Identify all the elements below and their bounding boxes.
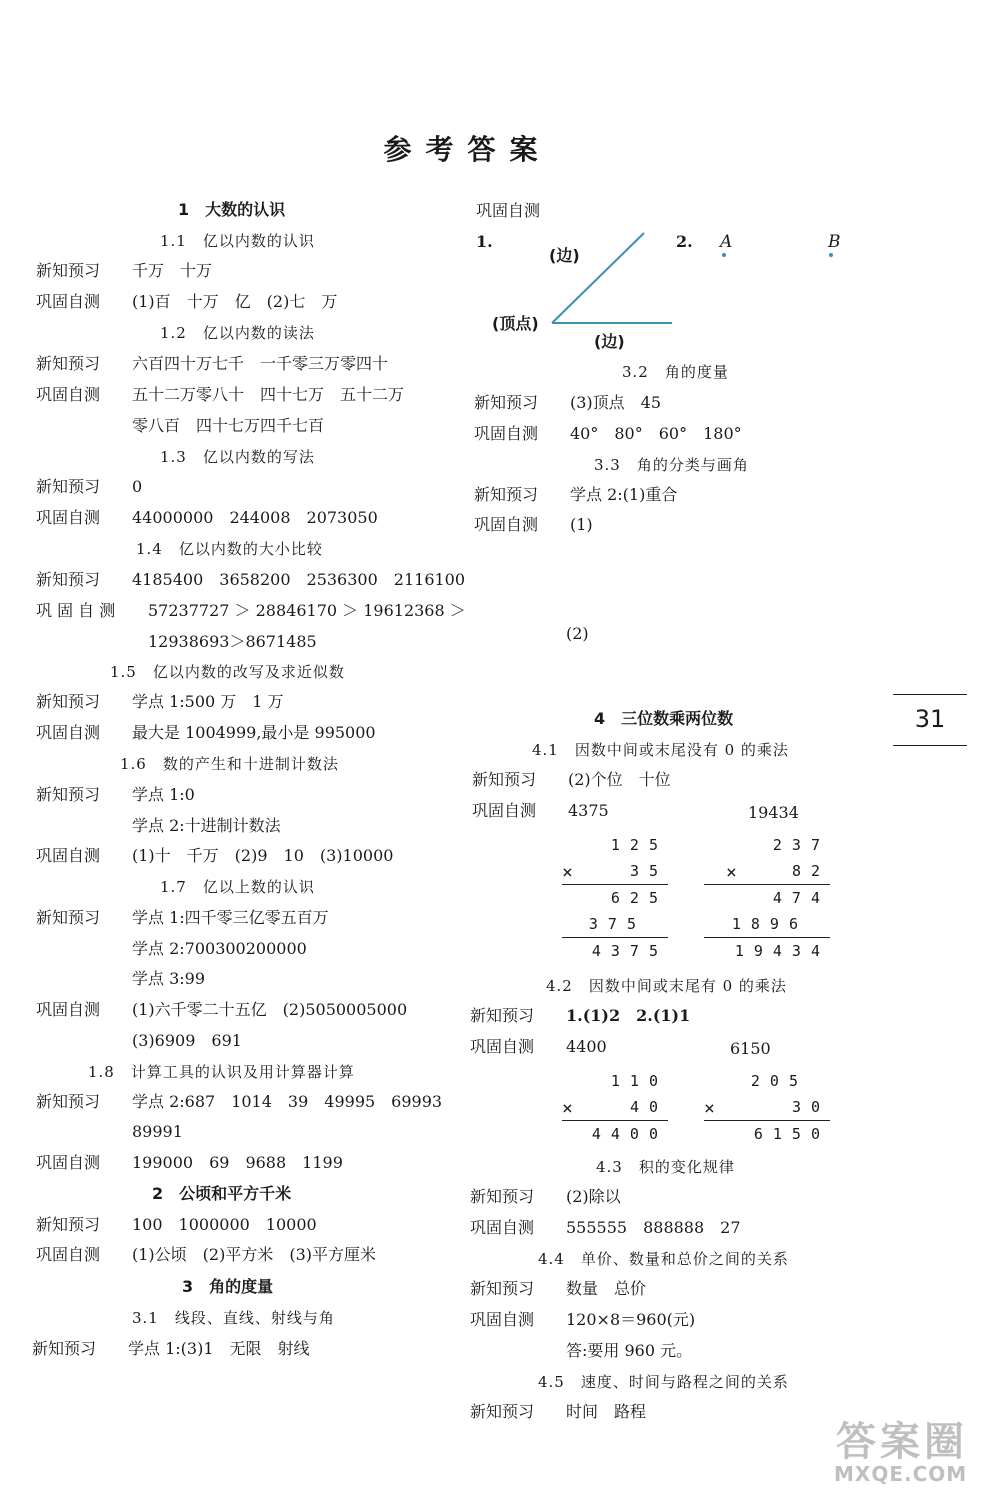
answer-line: 巩固自测 40° 80° 60° 180°	[474, 424, 742, 443]
answer-line: 巩固自测 (1)公顷 (2)平方米 (3)平方厘米	[36, 1245, 376, 1264]
answer-line: 巩固自测 (1)十 千万 (2)9 10 (3)10000	[36, 846, 394, 865]
answer-line: 新知预习 4185400 3658200 2536300 2116100	[36, 570, 466, 589]
subsection-3-3: 3.3 角的分类与画角	[594, 456, 749, 474]
answer-line: 新知预习 时间 路程	[470, 1402, 647, 1421]
vertex-label: (顶点)	[492, 314, 539, 333]
subsection-4-4: 4.4 单价、数量和总价之间的关系	[538, 1250, 789, 1268]
point-b-label: B	[828, 232, 841, 252]
subsection-1-4: 1.4 亿以内数的大小比较	[136, 540, 323, 558]
answer-line-cont: 学点 2:700300200000	[132, 939, 307, 958]
subsection-1-5: 1.5 亿以内数的改写及求近似数	[110, 663, 345, 681]
subsection-1-8: 1.8 计算工具的认识及用计算器计算	[88, 1063, 355, 1081]
answer-line: 新知预习 (2)个位 十位	[472, 770, 671, 789]
subsection-1-2: 1.2 亿以内数的读法	[160, 324, 315, 342]
subsection-3-1: 3.1 线段、直线、射线与角	[132, 1309, 335, 1327]
point-a-label: A	[720, 232, 733, 252]
answer-value: 6150	[730, 1039, 771, 1058]
answer-line: 新知预习 六百四十万七千 一千零三万零四十	[36, 354, 389, 373]
subsection-1-1: 1.1 亿以内数的认识	[160, 232, 315, 250]
answer-line: 巩固自测 120×8＝960(元)	[470, 1310, 696, 1329]
answer-line: 新知预习 学点 2:(1)重合	[474, 485, 678, 504]
subsection-4-3: 4.3 积的变化规律	[596, 1158, 735, 1176]
point-a-dot	[722, 253, 726, 257]
page-number: 31	[893, 694, 967, 746]
answer-line: 新知预习 1.(1)2 2.(1)1	[470, 1006, 691, 1025]
answer-line-cont: 12938693＞8671485	[148, 632, 317, 651]
answer-line: 巩固自测 五十二万零八十 四十七万 五十二万	[36, 385, 405, 404]
vertical-multiplication: 205 × 30 6150	[704, 1072, 830, 1143]
edge-label: (边)	[549, 246, 580, 265]
edge-label: (边)	[594, 332, 625, 351]
vertical-multiplication: 110 × 40 4400	[562, 1072, 668, 1143]
answer-line: 新知预习 (3)顶点 45	[474, 393, 662, 412]
section-2-heading: 2 公顷和平方千米	[152, 1184, 292, 1203]
question-1-label: 1.	[476, 232, 493, 251]
answer-line-cont: (3)6909 691	[132, 1031, 242, 1050]
vertical-multiplication: 125 × 35 625 375 4375	[562, 836, 668, 960]
answer-line: 巩固自测 4375	[472, 801, 609, 820]
subsection-1-6: 1.6 数的产生和十进制计数法	[120, 755, 339, 773]
answer-label: 巩固自测	[476, 201, 541, 220]
answer-line: 巩固自测 199000 69 9688 1199	[36, 1153, 343, 1172]
subsection-1-7: 1.7 亿以上数的认识	[160, 878, 315, 896]
answer-line: 新知预习 学点 1:0	[36, 785, 195, 804]
answer-line: 巩固自测 44000000 244008 2073050	[36, 508, 378, 527]
section-4-heading: 4 三位数乘两位数	[594, 709, 734, 728]
page-title: 参考答案	[383, 133, 552, 166]
answer-line-cont: 学点 3:99	[132, 969, 206, 988]
subsection-3-2: 3.2 角的度量	[622, 363, 729, 381]
answer-line: 巩固自测 最大是 1004999,最小是 995000	[36, 723, 376, 742]
answer-value: 19434	[748, 803, 799, 822]
answer-line-cont: (2)	[566, 624, 589, 643]
answer-line: 巩 固 自 测 57237727 ＞ 28846170 ＞ 19612368 ＞	[36, 601, 466, 620]
section-1-heading: 1 大数的认识	[178, 200, 286, 219]
answer-line: 新知预习 数量 总价	[470, 1279, 647, 1298]
answer-line: 新知预习 学点 2:687 1014 39 49995 69993	[36, 1092, 443, 1111]
answer-line-cont: 89991	[132, 1122, 183, 1141]
answer-line-cont: 零八百 四十七万四千七百	[132, 416, 325, 435]
answer-line: 巩固自测 (1)百 十万 亿 (2)七 万	[36, 292, 338, 311]
question-2-label: 2.	[676, 232, 693, 251]
angle-diagram	[540, 228, 680, 328]
answer-line: 巩固自测 (1)	[474, 515, 593, 534]
answer-line: 新知预习 100 1000000 10000	[36, 1215, 317, 1234]
answer-line: 新知预习 学点 1:500 万 1 万	[36, 692, 284, 711]
answer-line: 巩固自测 4400	[470, 1037, 607, 1056]
section-3-heading: 3 角的度量	[182, 1277, 274, 1296]
answer-line: 新知预习 (2)除以	[470, 1187, 621, 1206]
subsection-4-5: 4.5 速度、时间与路程之间的关系	[538, 1373, 789, 1391]
subsection-1-3: 1.3 亿以内数的写法	[160, 448, 315, 466]
answer-line-cont: 学点 2:十进制计数法	[132, 816, 281, 835]
watermark-logo: 答案圈 MXQE.COM	[834, 1419, 968, 1486]
answer-line: 新知预习 千万 十万	[36, 261, 213, 280]
answer-line: 新知预习 0	[36, 477, 143, 496]
answer-line: 巩固自测 555555 888888 27	[470, 1218, 741, 1237]
answer-line: 新知预习 学点 1:四千零三亿零五百万	[36, 908, 329, 927]
answer-line: 新知预习 学点 1:(3)1 无限 射线	[32, 1339, 310, 1358]
point-b-dot	[829, 253, 833, 257]
answer-line: 巩固自测 (1)六千零二十五亿 (2)5050005000	[36, 1000, 408, 1019]
subsection-4-1: 4.1 因数中间或末尾没有 0 的乘法	[532, 741, 789, 759]
subsection-4-2: 4.2 因数中间或末尾有 0 的乘法	[546, 977, 787, 995]
answer-line-cont: 答:要用 960 元。	[566, 1341, 693, 1360]
vertical-multiplication: 237 × 82 474 1896 19434	[704, 832, 830, 962]
